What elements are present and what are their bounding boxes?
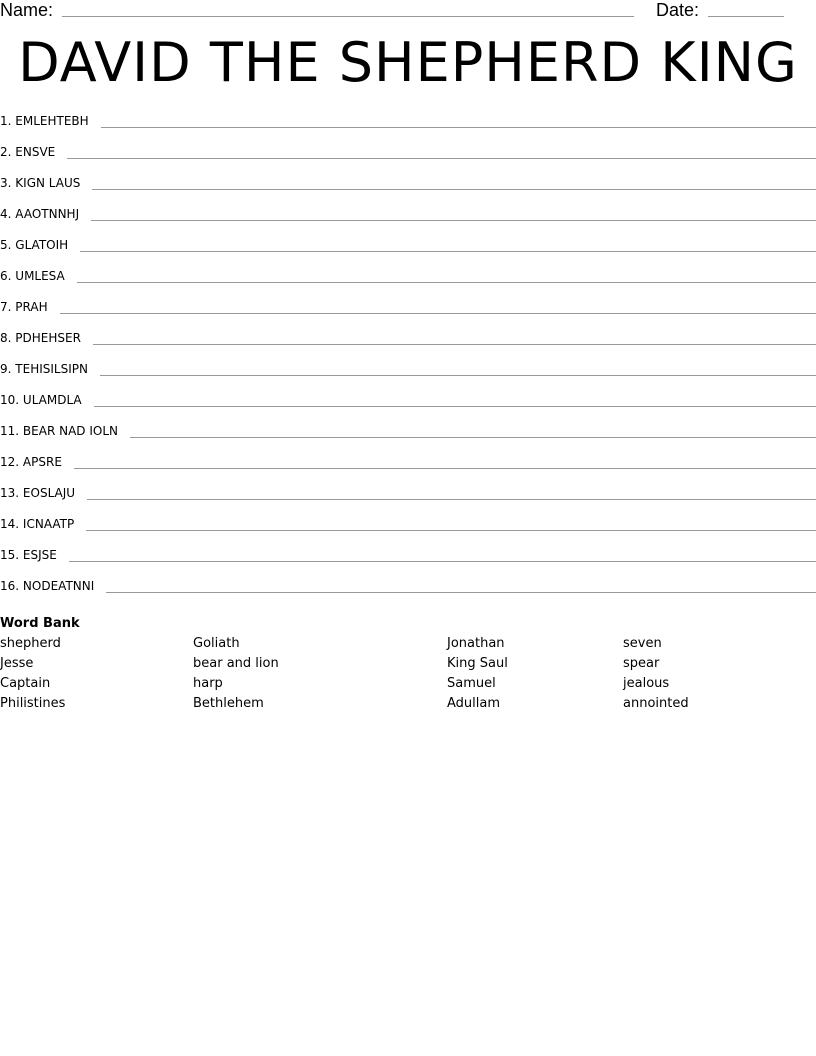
question-text bbox=[0, 327, 93, 349]
question-scramble: ESJSE bbox=[22, 548, 57, 562]
question-number: 1. bbox=[0, 114, 12, 128]
question-row bbox=[0, 451, 816, 482]
question-scramble: PDHEHSER bbox=[15, 331, 81, 345]
question-text bbox=[0, 420, 130, 442]
question-number: 6. bbox=[0, 269, 12, 283]
question-scramble: ICNAATP bbox=[22, 517, 75, 531]
word-bank-item: Adullam bbox=[447, 696, 501, 711]
question-number: 8. bbox=[0, 331, 12, 345]
question-row bbox=[0, 172, 816, 203]
date-label: Date: bbox=[656, 0, 700, 20]
word-bank-item: spear bbox=[623, 656, 660, 671]
question-scramble: BEAR NAD IOLN bbox=[22, 424, 118, 438]
word-bank-item: harp bbox=[193, 676, 223, 691]
word-bank-item: Philistines bbox=[0, 696, 66, 711]
word-bank bbox=[0, 614, 816, 714]
question-text bbox=[0, 513, 86, 535]
answer-line[interactable] bbox=[93, 327, 816, 345]
question-number: 9. bbox=[0, 362, 12, 376]
name-blank-line[interactable] bbox=[62, 16, 634, 17]
question-row bbox=[0, 544, 816, 575]
question-scramble: NODEATNNI bbox=[22, 579, 95, 593]
word-bank-item: shepherd bbox=[0, 636, 61, 651]
answer-line[interactable] bbox=[69, 544, 816, 562]
page-title: DAVID THE SHEPHERD KING bbox=[18, 31, 798, 94]
word-bank-grid bbox=[0, 634, 816, 714]
question-number: 13. bbox=[0, 486, 20, 500]
word-bank-item: seven bbox=[623, 636, 662, 651]
word-bank-item: Jonathan bbox=[447, 636, 505, 651]
answer-line[interactable] bbox=[100, 358, 816, 376]
question-row bbox=[0, 296, 816, 327]
question-scramble: EMLEHTEBH bbox=[15, 114, 89, 128]
question-row bbox=[0, 575, 816, 606]
word-bank-column bbox=[623, 634, 689, 714]
question-number: 12. bbox=[0, 455, 20, 469]
date-blank-line[interactable] bbox=[708, 16, 784, 17]
question-number: 2. bbox=[0, 145, 12, 159]
question-number: 7. bbox=[0, 300, 12, 314]
question-row bbox=[0, 358, 816, 389]
question-scramble: ULAMDLA bbox=[22, 393, 82, 407]
question-text bbox=[0, 172, 92, 194]
question-row bbox=[0, 234, 816, 265]
question-number: 3. bbox=[0, 176, 12, 190]
answer-line[interactable] bbox=[91, 203, 816, 221]
question-number: 16. bbox=[0, 579, 20, 593]
answer-line[interactable] bbox=[77, 265, 816, 283]
question-number: 14. bbox=[0, 517, 20, 531]
answer-line[interactable] bbox=[94, 389, 816, 407]
answer-line[interactable] bbox=[67, 141, 816, 159]
answer-line[interactable] bbox=[80, 234, 816, 252]
question-scramble: UMLESA bbox=[15, 269, 65, 283]
header bbox=[0, 0, 816, 22]
question-text bbox=[0, 234, 80, 256]
question-scramble: TEHISILSIPN bbox=[15, 362, 88, 376]
answer-line[interactable] bbox=[130, 420, 816, 438]
question-text bbox=[0, 544, 69, 566]
question-scramble: GLATOIH bbox=[15, 238, 69, 252]
name-label: Name: bbox=[0, 0, 54, 20]
word-bank-column bbox=[447, 634, 508, 714]
question-text bbox=[0, 203, 91, 225]
question-row bbox=[0, 110, 816, 141]
question-row bbox=[0, 265, 816, 296]
answer-line[interactable] bbox=[60, 296, 816, 314]
question-number: 11. bbox=[0, 424, 20, 438]
question-text bbox=[0, 265, 77, 287]
word-bank-item: Jesse bbox=[0, 656, 34, 671]
question-scramble: AAOTNNHJ bbox=[15, 207, 80, 221]
question-row bbox=[0, 141, 816, 172]
answer-line[interactable] bbox=[106, 575, 816, 593]
question-text bbox=[0, 389, 94, 411]
question-text bbox=[0, 110, 101, 132]
question-text bbox=[0, 575, 106, 597]
word-bank-item: jealous bbox=[623, 676, 670, 691]
question-scramble: APSRE bbox=[22, 455, 62, 469]
answer-line[interactable] bbox=[86, 513, 816, 531]
question-number: 15. bbox=[0, 548, 20, 562]
question-row bbox=[0, 420, 816, 451]
word-bank-item: Samuel bbox=[447, 676, 496, 691]
word-bank-item: Goliath bbox=[193, 636, 240, 651]
question-number: 10. bbox=[0, 393, 20, 407]
question-text bbox=[0, 296, 60, 318]
question-row bbox=[0, 327, 816, 358]
word-bank-column bbox=[193, 634, 279, 714]
question-row bbox=[0, 389, 816, 420]
question-number: 5. bbox=[0, 238, 12, 252]
question-text bbox=[0, 141, 67, 163]
answer-line[interactable] bbox=[87, 482, 816, 500]
question-row bbox=[0, 482, 816, 513]
question-scramble: ENSVE bbox=[15, 145, 56, 159]
word-bank-item: Captain bbox=[0, 676, 51, 691]
question-scramble: EOSLAJU bbox=[22, 486, 76, 500]
question-row bbox=[0, 513, 816, 544]
question-text bbox=[0, 358, 100, 380]
word-bank-item: Bethlehem bbox=[193, 696, 264, 711]
word-bank-item: annointed bbox=[623, 696, 689, 711]
question-text bbox=[0, 451, 74, 473]
question-scramble: KIGN LAUS bbox=[15, 176, 81, 190]
answer-line[interactable] bbox=[74, 451, 816, 469]
question-row bbox=[0, 203, 816, 234]
question-list bbox=[0, 110, 816, 606]
question-number: 4. bbox=[0, 207, 12, 221]
answer-line[interactable] bbox=[92, 172, 816, 190]
question-scramble: PRAH bbox=[15, 300, 48, 314]
answer-line[interactable] bbox=[101, 110, 816, 128]
word-bank-item: King Saul bbox=[447, 656, 508, 671]
word-bank-title: Word Bank bbox=[0, 616, 80, 631]
question-text bbox=[0, 482, 87, 504]
word-bank-item: bear and lion bbox=[193, 656, 279, 671]
word-bank-column bbox=[0, 634, 65, 714]
